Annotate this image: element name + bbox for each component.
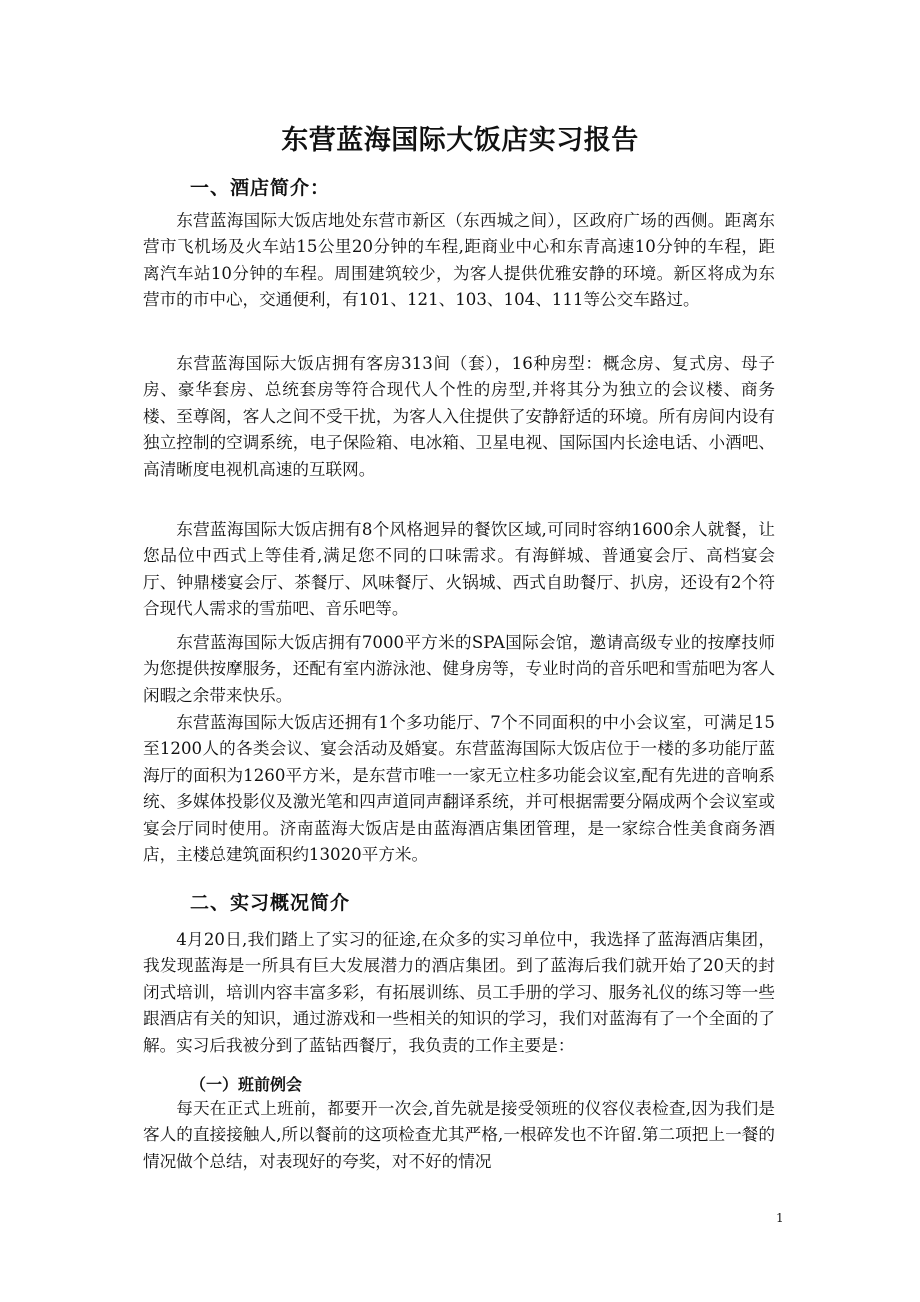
section-heading-internship-overview: 二、实习概况简介 [190, 892, 351, 914]
section-heading-hotel-intro: 一、酒店简介： [190, 177, 331, 199]
subsection-heading-pre-shift-meeting: （一）班前例会 [190, 1075, 303, 1094]
paragraph-spa: 东营蓝海国际大饭店拥有7000平方米的SPA国际会馆，邀请高级专业的按摩技师为您提供按摩服务，还配有室内游泳池、健身房等，专业时尚的音乐吧和雪茄吧为客人闲暇之余带来快乐。 [143, 633, 775, 705]
paragraph-rooms: 东营蓝海国际大饭店拥有客房313间（套），16种房型：概念房、复式房、母子房、豪华套房、总统套房等符合现代人个性的房型,并将其分为独立的会议楼、商务楼、至尊阁，客人之间不受干扰，为客人入住提供了安静舒适的环境。所有房间内设有独立控制的空调系统，电子保险箱、电冰箱、卫星电视、国际国内长途电话、小酒吧、高清晰度电视机高速的互联网。 [143, 354, 775, 479]
paragraph-meetings: 东营蓝海国际大饭店还拥有1个多功能厅、7个不同面积的中小会议室，可满足15至1200人的各类会议、宴会活动及婚宴。东营蓝海国际大饭店位于一楼的多功能厅蓝海厅的面积为1260平方米，是东营市唯一一家无立柱多功能会议室,配有先进的音响系统、多媒体投影仪及激光笔和四声道同声翻译系统，并可根据需要分隔成两个会议室或宴会厅同时使用。济南蓝海大饭店是由蓝海酒店集团管理，是一家综合性美食商务酒店，主楼总建筑面积约13020平方米。 [143, 713, 775, 865]
document-title: 东营蓝海国际大饭店实习报告 [281, 125, 639, 156]
paragraph-dining: 东营蓝海国际大饭店拥有8个风格迥异的餐饮区域,可同时容纳1600余人就餐，让您品位中西式上等佳肴,满足您不同的口味需求。有海鲜城、普通宴会厅、高档宴会厅、钟鼎楼宴会厅、茶餐厅、风味餐厅、火锅城、西式自助餐厅、扒房，还设有2个符合现代人需求的雪茄吧、音乐吧等。 [143, 520, 775, 619]
page-number: 1 [776, 1211, 784, 1225]
paragraph-location: 东营蓝海国际大饭店地处东营市新区（东西城之间），区政府广场的西侧。距离东营市飞机场及火车站15公里20分钟的车程,距商业中心和东青高速10分钟的车程，距离汽车站10分钟的车程。周围建筑较少，为客人提供优雅安静的环境。新区将成为东营市的市中心，交通便利，有101、121、103、104、111等公交车路过。 [143, 211, 775, 310]
paragraph-internship: 4月20日,我们踏上了实习的征途,在众多的实习单位中，我选择了蓝海酒店集团，我发现蓝海是一所具有巨大发展潜力的酒店集团。到了蓝海后我们就开始了20天的封闭式培训，培训内容丰富多彩，有拓展训练、员工手册的学习、服务礼仪的练习等一些跟酒店有关的知识，通过游戏和一些相关的知识的学习，我们对蓝海有了一个全面的了解。实习后我被分到了蓝钻西餐厅，我负责的工作主要是： [143, 930, 775, 1055]
paragraph-pre-shift-meeting: 每天在正式上班前，都要开一次会,首先就是接受领班的仪容仪表检查,因为我们是客人的直接接触人,所以餐前的这项检查尤其严格,一根碎发也不许留.第二项把上一餐的情况做个总结，对表现好的夸奖，对不好的情况 [143, 1099, 775, 1171]
